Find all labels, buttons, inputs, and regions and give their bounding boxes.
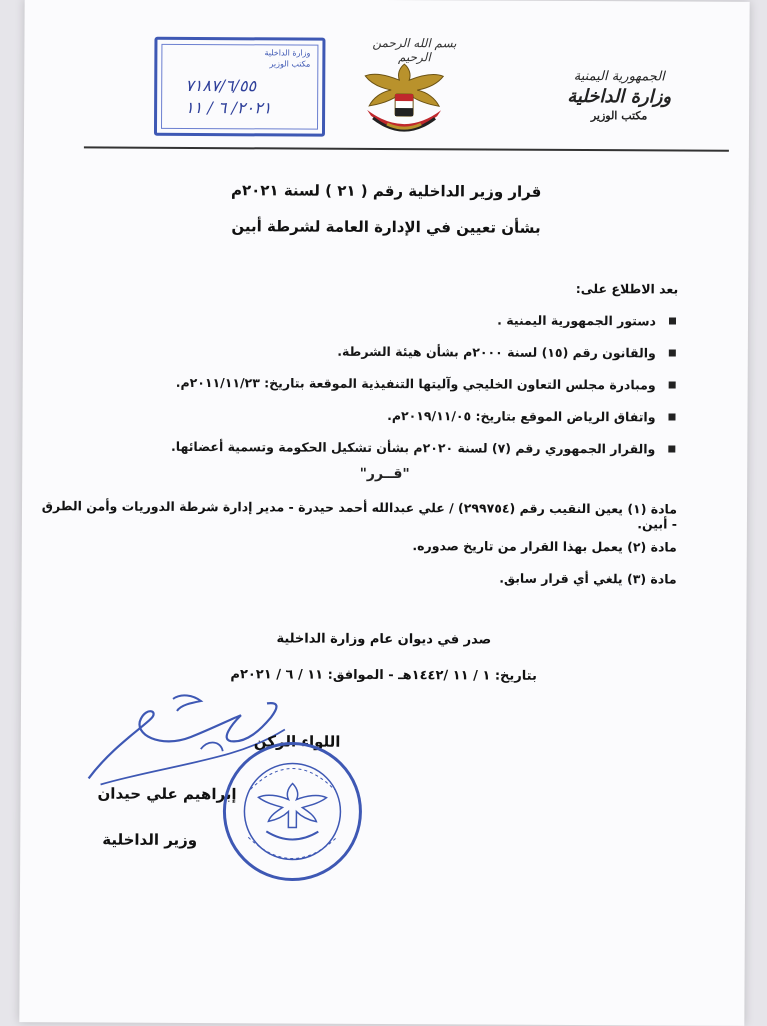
basmala: بسم الله الرحمن الرحيم	[372, 35, 457, 65]
considerations-intro: بعد الاطلاع على:	[575, 280, 679, 297]
list-item: واتفاق الرياض الموقع بتاريخ: ٢٠١٩/١١/٠٥م.	[77, 400, 677, 435]
article-1: مادة (١) يعين النقيب رقم (٢٩٩٧٥٤) / علي عبدالله أحمد حيدرة - مدير إدارة شرطة الدوريات وأمن الطرق - أبين.	[41, 498, 678, 532]
issued-at: صدر في ديوان عام وزارة الداخلية	[276, 631, 492, 648]
list-item: ومبادرة مجلس التعاون الخليجي وآليتها التنفيذية الموقعة بتاريخ: ٢٠١١/١١/٢٣م.	[78, 368, 678, 403]
yemen-eagle-emblem-icon	[359, 58, 449, 143]
office-name: مكتب الوزير	[590, 109, 648, 123]
signatory-role: وزير الداخلية	[102, 830, 198, 850]
article-2: مادة (٢) يعمل بهذا القرار من تاريخ صدوره.	[412, 538, 677, 555]
signatory-name: إبراهيم علي حيدان	[97, 784, 237, 804]
decree-title: قرار وزير الداخلية رقم ( ٢١ ) لسنة ٢٠٢١م	[230, 181, 542, 201]
reference-stamp	[154, 37, 326, 137]
article-3: مادة (٣) يلغي أي قرار سابق.	[499, 570, 677, 587]
list-item: والقانون رقم (١٥) لسنة ٢٠٠٠م بشأن هيئة الشرطة.	[78, 336, 678, 371]
list-item: والقرار الجمهوري رقم (٧) لسنة ٢٠٢٠م بشأن تشكيل الحكومة وتسمية أعضائها.	[77, 432, 677, 467]
considerations-list	[77, 304, 678, 467]
stamp-ministry-label: وزارة الداخلية	[264, 48, 311, 58]
issue-date: بتاريخ: ١ / ١١ /١٤٤٢هـ - الموافق: ١١ / ٦ / ٢٠٢١م	[230, 667, 537, 684]
signatory-rank: اللواء الركن	[253, 732, 341, 751]
stamp-office-label: مكتب الوزير	[269, 59, 311, 69]
letterhead	[529, 69, 709, 123]
decided-heading: "قــرر"	[359, 465, 410, 483]
stamp-reference-date: ٢٠٢١/ ٦ / ١١	[185, 97, 272, 118]
ministry-name: وزارة الداخلية	[567, 85, 672, 108]
document-page	[19, 0, 749, 1026]
decree-subject: بشأن تعيين في الإدارة العامة لشرطة أبين	[231, 217, 541, 237]
header-divider	[84, 146, 729, 151]
republic-name: الجمهورية اليمنية	[573, 68, 665, 85]
stamp-reference-number: ٧١٨٧/٦/٥٥	[185, 75, 257, 96]
official-seal-icon	[220, 739, 366, 885]
list-item: دستور الجمهورية اليمنية .	[78, 304, 678, 339]
